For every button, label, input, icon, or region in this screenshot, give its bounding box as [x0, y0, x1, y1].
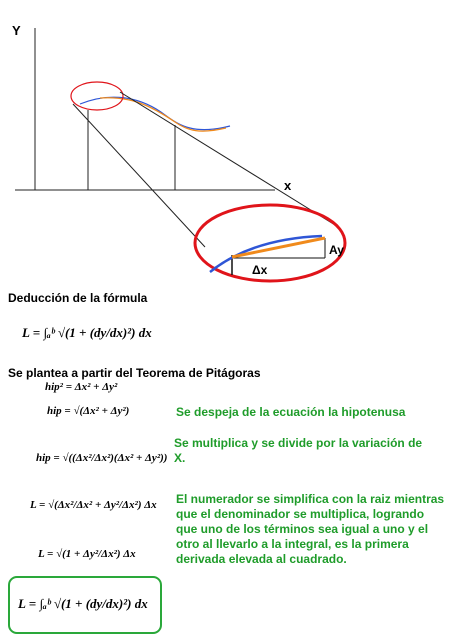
y-axis-label: Y [12, 23, 21, 38]
isolate-note: Se despeja de la ecuación la hipotenusa [176, 405, 406, 419]
simplified-equation: L = √(1 + Δy²/Δx²) Δx [38, 548, 136, 560]
zoom-dy-label: Ay [329, 243, 344, 257]
small-zoom-circle [71, 82, 123, 110]
x-axis-label: x [284, 178, 292, 193]
simplify-note: El numerador se simplifica con la raiz mientras que el denominador se multiplica, logrando que uno de los términos sea igual a uno y el otro al llevarlo a la integral, es la primera derivada elevada al cuadrado. [176, 492, 445, 566]
derivation-heading: Deducción de la fórmula [8, 291, 148, 305]
hyp-equation: hip = √(Δx² + Δy²) [47, 405, 130, 417]
projection-line-left [73, 104, 205, 247]
pythagoras-heading: Se plantea a partir del Teorema de Pitágoras [8, 366, 261, 380]
projection-line-right [120, 92, 335, 225]
hyp-squared-equation: hip² = Δx² + Δy² [45, 381, 118, 393]
hyp-times-equation: hip = √((Δx²/Δx²)(Δx² + Δy²)) [36, 452, 168, 464]
arc-length-graph [0, 0, 466, 290]
secant-line [100, 98, 226, 131]
arc-length-equation: L = ∫ₐᵇ √(1 + (dy/dx)²) dx [22, 325, 152, 340]
zoom-dx-label: Δx [252, 263, 268, 277]
multiply-note: Se multiplica y se divide por la variación de X. [174, 436, 423, 465]
final-equation: L = ∫ₐᵇ √(1 + (dy/dx)²) dx [18, 596, 148, 611]
split-equation: L = √(Δx²/Δx² + Δy²/Δx²) Δx [30, 499, 157, 511]
